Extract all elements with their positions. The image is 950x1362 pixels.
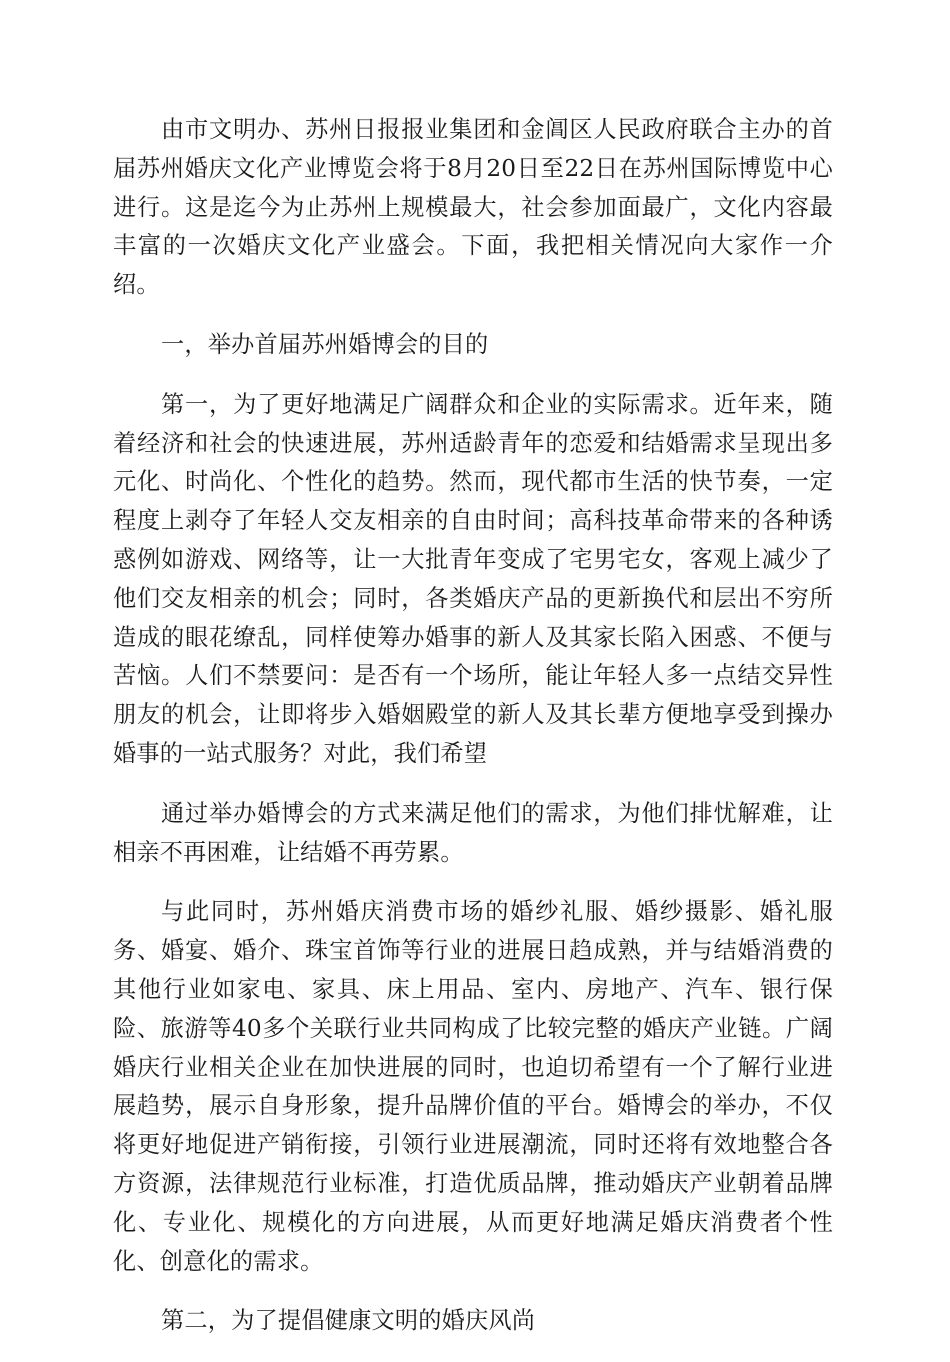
section-heading-purpose: 一，举办首届苏州婚博会的目的 — [161, 330, 489, 358]
section-heading-second-reason: 第二，为了提倡健康文明的婚庆风尚 — [161, 1307, 536, 1335]
document-body — [113, 111, 833, 1362]
paragraph-industry-chain: 与此同时，苏州婚庆消费市场的婚纱礼服、婚纱摄影、婚礼服务、婚宴、婚介、珠宝首饰等行业的进展日趋成熟，并与结婚消费的其他行业如家电、家具、床上用品、室内、房地产、汽车、银行保险、旅游等40多个关联行业共同构成了比较完整的婚庆产业链。广阔婚庆行业相关企业在加快进展的同时，也迫切希望有一个了解行业进展趋势，展示自身形象，提升品牌价值的平台。婚博会的举办，不仅将更好地促进产销衔接，引领行业进展潮流，同时还将有效地整合各方资源，法律规范行业标准，打造优质品牌，推动婚庆产业朝着品牌化、专业化、规模化的方向进展，从而更好地满足婚庆消费者个性化、创意化的需求。 — [113, 898, 833, 1275]
paragraph-first-reason-continued: 通过举办婚博会的方式来满足他们的需求，为他们排忧解难，让相亲不再困难，让结婚不再劳累。 — [113, 799, 833, 866]
paragraph-first-reason: 第一，为了更好地满足广阔群众和企业的实际需求。近年来，随着经济和社会的快速进展，苏州适龄青年的恋爱和结婚需求呈现出多元化、时尚化、个性化的趋势。然而，现代都市生活的快节奏，一定程度上剥夺了年轻人交友相亲的自由时间；高科技革命带来的各种诱惑例如游戏、网络等，让一大批青年变成了宅男宅女，客观上减少了他们交友相亲的机会；同时，各类婚庆产品的更新换代和层出不穷所造成的眼花缭乱，同样使筹办婚事的新人及其家长陷入困惑、不便与苦恼。人们不禁要问：是否有一个场所，能让年轻人多一点结交异性朋友的机会，让即将步入婚姻殿堂的新人及其长辈方便地享受到操办婚事的一站式服务？对此，我们希望 — [113, 390, 833, 767]
paragraph-intro: 由市文明办、苏州日报报业集团和金阊区人民政府联合主办的首届苏州婚庆文化产业博览会将于8月20日至22日在苏州国际博览中心进行。这是迄今为止苏州上规模最大，社会参加面最广，文化内容最丰富的一次婚庆文化产业盛会。下面，我把相关情况向大家作一介绍。 — [113, 116, 833, 299]
